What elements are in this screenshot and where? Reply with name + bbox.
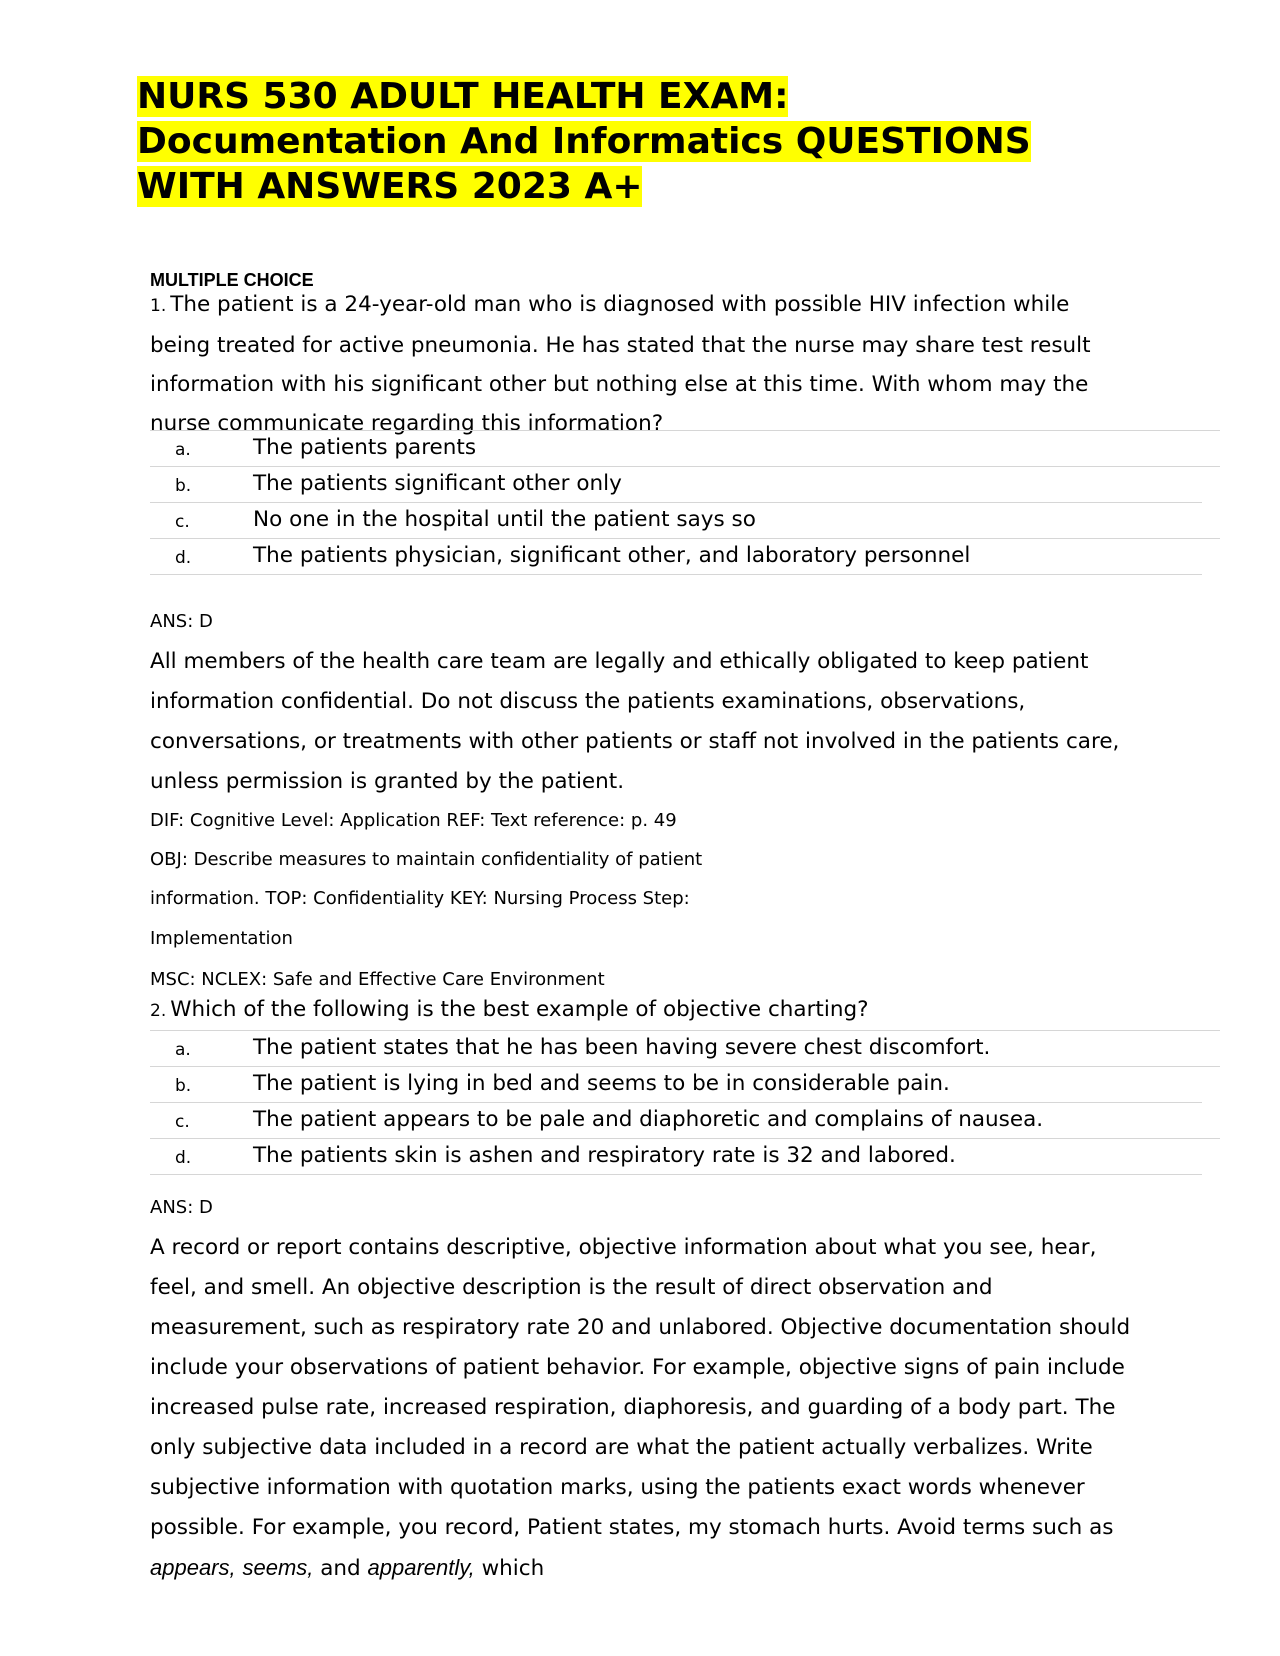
question-text: Which of the following is the best example of objective charting? [170, 997, 869, 1022]
option-b[interactable] [150, 467, 1202, 503]
option-letter: c. [175, 512, 190, 532]
meta-line: MSC: NCLEX: Safe and Effective Care Environment [150, 969, 605, 990]
option-letter: c. [175, 1112, 190, 1132]
rationale [150, 1228, 1135, 1589]
meta-line: Implementation [150, 928, 293, 949]
rationale-term: appears, [150, 1555, 236, 1580]
rationale-term: apparently, [367, 1555, 475, 1580]
option-d[interactable] [150, 539, 1202, 575]
option-letter: d. [175, 1148, 192, 1168]
option-a[interactable] [150, 1030, 1220, 1067]
option-text: No one in the hospital until the patient says so [253, 507, 756, 532]
title-line: Documentation And Informatics QUESTIONS [137, 121, 1031, 162]
section-label: MULTIPLE CHOICE [150, 270, 314, 290]
question-2 [150, 990, 1110, 1031]
option-c[interactable] [150, 1103, 1220, 1139]
meta-line: DIF: Cognitive Level: Application REF: Text reference: p. 49 [150, 810, 677, 831]
option-letter: a. [175, 440, 191, 460]
question-number: 2. [150, 1001, 167, 1021]
question-1 [150, 285, 1110, 443]
option-text: The patients skin is ashen and respiratory rate is 32 and labored. [253, 1143, 956, 1168]
document-title [137, 74, 1157, 209]
meta-line: information. TOP: Confidentiality KEY: Nursing Process Step: [150, 888, 690, 909]
answer-key: ANS: D [150, 611, 213, 632]
rationale-text: and [320, 1556, 361, 1581]
question-2-options [150, 1030, 1220, 1175]
rationale-term: seems, [242, 1555, 314, 1580]
meta-line: OBJ: Describe measures to maintain confidentiality of patient [150, 849, 703, 870]
option-letter: a. [175, 1040, 191, 1060]
option-c[interactable] [150, 503, 1220, 539]
question-text: The patient is a 24-year-old man who is diagnosed with possible HIV infection while being treated for active pneumonia. He has stated that the nurse may share test result information with his significant other but nothing else at this time. With whom may the nurse communicate regarding this information? [150, 292, 1091, 436]
question-1-options [150, 430, 1220, 575]
option-b[interactable] [150, 1067, 1202, 1103]
option-text: The patient is lying in bed and seems to be in considerable pain. [253, 1071, 950, 1096]
rationale: All members of the health care team are legally and ethically obligated to keep patient information confidential. Do not discuss the patients examinations, observations, conversations, or treatments with other patients or staff not involved in the patients care, unless permission is granted by the patient. [150, 649, 1120, 794]
option-text: The patients significant other only [253, 471, 622, 496]
option-d[interactable] [150, 1139, 1202, 1175]
option-text: The patients physician, significant other, and laboratory personnel [253, 543, 971, 568]
title-line: NURS 530 ADULT HEALTH EXAM: [137, 76, 789, 117]
rationale-text: A record or report contains descriptive, objective information about what you see, hear, feel, and smell. An objective description is the result of direct observation and measurement, such as respiratory rate 20 and unlabored. Objective documentation should include your observations of patient behavior. For example, objective signs of pain include increased pulse rate, increased respiration, diaphoresis, and guarding of a body part. The only subjective data included in a record are what the patient actually verbalizes. Write subjective information with quotation marks, using the patients exact words whenever possible. For example, you record, Patient states, my stomach hurts. Avoid terms such as [150, 1235, 1131, 1540]
option-text: The patients parents [253, 435, 477, 460]
option-letter: d. [175, 548, 192, 568]
rationale-text: which [481, 1556, 545, 1581]
title-line: WITH ANSWERS 2023 A+ [137, 166, 643, 207]
option-a[interactable] [150, 430, 1220, 467]
option-text: The patient states that he has been having severe chest discomfort. [253, 1035, 991, 1060]
question-number: 1. [150, 296, 167, 316]
answer-key: ANS: D [150, 1197, 213, 1218]
option-letter: b. [175, 476, 192, 496]
option-text: The patient appears to be pale and diaphoretic and complains of nausea. [253, 1107, 1044, 1132]
option-letter: b. [175, 1076, 192, 1096]
